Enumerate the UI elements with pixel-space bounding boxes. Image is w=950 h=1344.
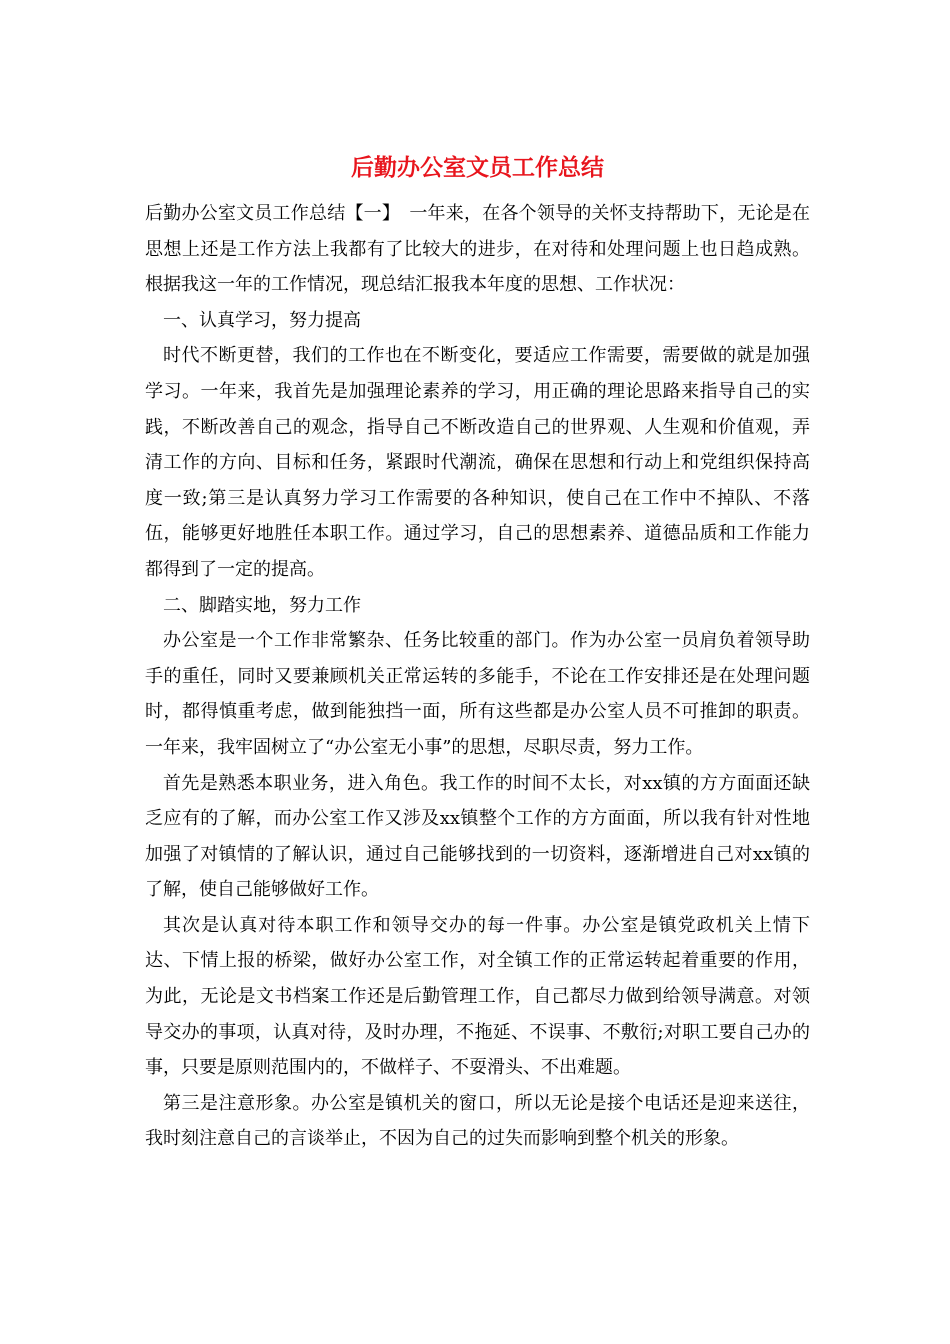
document-body (145, 196, 810, 1157)
document-title: 后勤办公室文员工作总结 (351, 154, 604, 181)
body-paragraph: 其次是认真对待本职工作和领导交办的每一件事。办公室是镇党政机关上情下达、下情上报的桥梁，做好办公室工作，对全镇工作的正常运转起着重要的作用，为此，无论是文书档案工作还是后勤管理工作，自己都尽力做到给领导满意。对领导交办的事项，认真对待，及时办理，不拖延、不误事、不敷衍;对职工要自己办的事，只要是原则范围内的，不做样子、不耍滑头、不出难题。 (145, 914, 810, 1079)
intro-paragraph: 后勤办公室文员工作总结【一】 一年来，在各个领导的关怀支持帮助下，无论是在思想上还是工作方法上我都有了比较大的进步，在对待和处理问题上也日趋成熟。根据我这一年的工作情况，现总结汇报我本年度的思想、工作状况： (145, 203, 810, 296)
body-paragraph: 办公室是一个工作非常繁杂、任务比较重的部门。作为办公室一员肩负着领导助手的重任，同时又要兼顾机关正常运转的多能手，不论在工作安排还是在处理问题时，都得慎重考虑，做到能独挡一面，所有这些都是办公室人员不可推卸的职责。一年来，我牢固树立了“办公室无小事”的思想，尽职尽责，努力工作。 (145, 630, 810, 758)
body-paragraph: 首先是熟悉本职业务，进入角色。我工作的时间不太长，对xx镇的方方面面还缺乏应有的了解，而办公室工作又涉及xx镇整个工作的方方面面，所以我有针对性地加强了对镇情的了解认识，通过自己能够找到的一切资料，逐渐增进自己对xx镇的了解，使自己能够做好工作。 (145, 772, 810, 901)
body-paragraph: 第三是注意形象。办公室是镇机关的窗口，所以无论是接个电话还是迎来送往，我时刻注意自己的言谈举止，不因为自己的过失而影响到整个机关的形象。 (145, 1092, 810, 1150)
section-heading-1: 一、认真学习，努力提高 (163, 309, 361, 331)
body-paragraph: 时代不断更替，我们的工作也在不断变化，要适应工作需要，需要做的就是加强学习。一年来，我首先是加强理论素养的学习，用正确的理论思路来指导自己的实践，不断改善自己的观念，指导自己不断改造自己的世界观、人生观和价值观，弄清工作的方向、目标和任务，紧跟时代潮流，确保在思想和行动上和党组织保持高度一致;第三是认真努力学习工作需要的各种知识，使自己在工作中不掉队、不落伍，能够更好地胜任本职工作。通过学习，自己的思想素养、道德品质和工作能力都得到了一定的提高。 (145, 345, 810, 580)
section-heading-2: 二、脚踏实地，努力工作 (163, 594, 361, 616)
